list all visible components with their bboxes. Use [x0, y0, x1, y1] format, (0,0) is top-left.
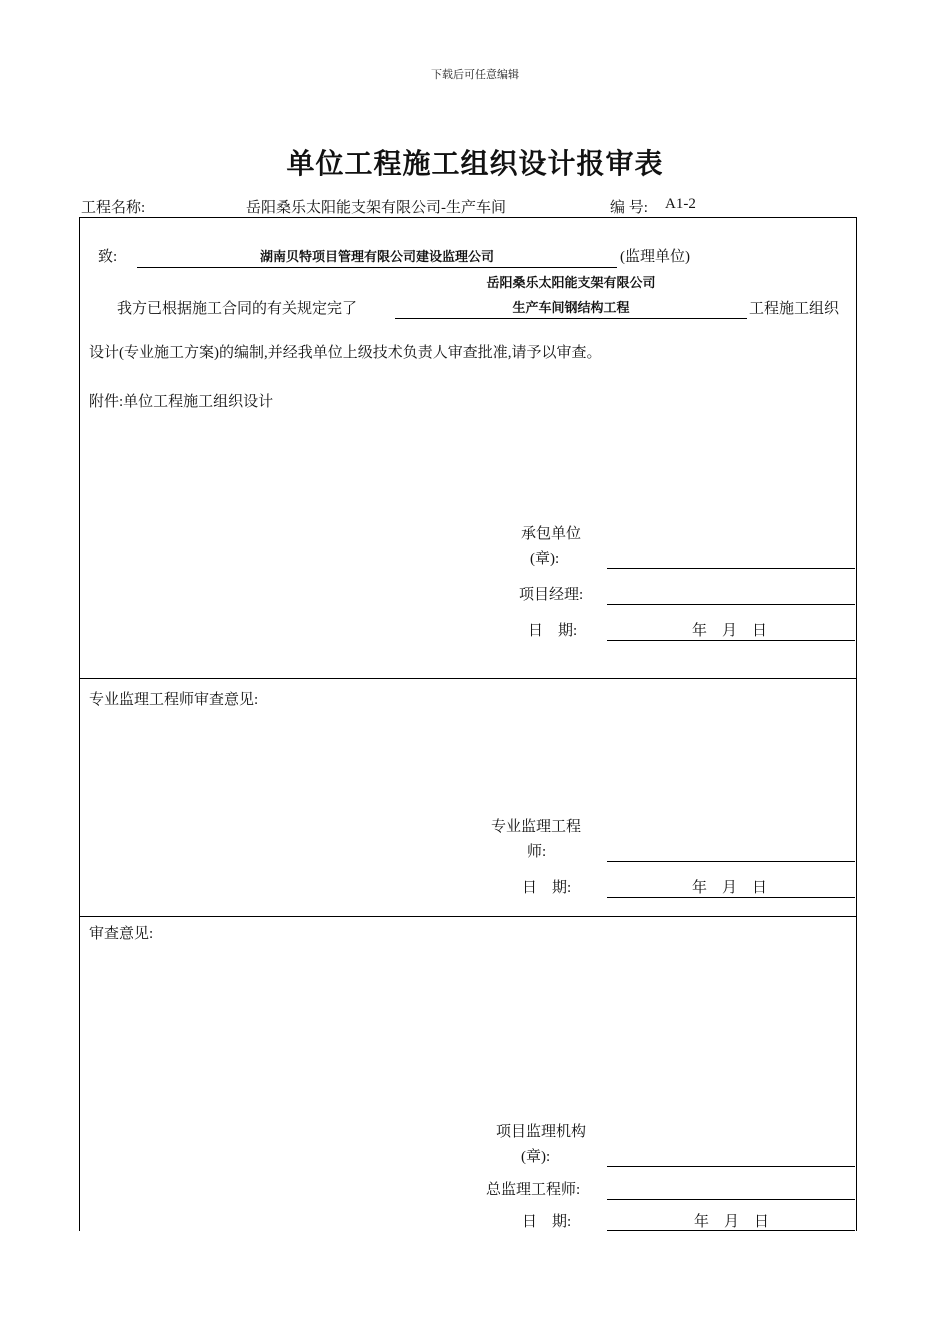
- to-underline: [137, 267, 617, 268]
- date-line: [607, 1230, 855, 1231]
- contractor-label: 承包单位: [521, 526, 582, 542]
- chief-engineer-label: 总监理工程师:: [486, 1182, 581, 1198]
- engineer-opinion-heading: 专业监理工程师审查意见:: [89, 692, 259, 708]
- project-name-label: 工程名称:: [81, 200, 146, 216]
- form-frame: [79, 217, 857, 1231]
- engineer-label: 专业监理工程: [491, 819, 582, 835]
- review-opinion-heading: 审查意见:: [89, 926, 154, 942]
- project-name-value: 岳阳桑乐太阳能支架有限公司-生产车间: [246, 200, 506, 216]
- to-suffix: (监理单位): [620, 249, 690, 265]
- supervision-org-label: 项目监理机构: [496, 1124, 587, 1140]
- project-line-2: 生产车间钢结构工程: [512, 301, 630, 316]
- date-value: 年 月 日: [694, 1214, 770, 1230]
- contractor-seal-label: (章):: [530, 551, 560, 567]
- to-value: 湖南贝特项目管理有限公司建设监理公司: [259, 250, 494, 265]
- chief-signature-line: [607, 1199, 855, 1200]
- page-title: 单位工程施工组织设计报审表: [286, 147, 664, 180]
- date-label: 日 期:: [522, 880, 572, 896]
- engineer-signature-line: [607, 861, 855, 862]
- to-label: 致:: [98, 249, 118, 265]
- date-line: [607, 640, 855, 641]
- project-number-label: 编 号:: [610, 200, 648, 216]
- org-signature-line: [607, 1166, 855, 1167]
- project-line-1: 岳阳桑乐太阳能支架有限公司: [486, 276, 656, 291]
- date-label: 日 期:: [528, 623, 578, 639]
- body-suffix: 工程施工组织: [749, 301, 840, 317]
- manager-signature-line: [607, 604, 855, 605]
- date-label: 日 期:: [522, 1214, 572, 1230]
- body-line-2: 设计(专业施工方案)的编制,并经我单位上级技术负责人审查批准,请予以审查。: [89, 345, 602, 361]
- supervision-org-seal-label: (章):: [521, 1149, 551, 1165]
- date-value: 年 月 日: [692, 880, 768, 896]
- engineer-label-suffix: 师:: [527, 844, 547, 860]
- project-number-value: A1-2: [665, 196, 696, 212]
- header-note: 下载后可任意编辑: [431, 69, 519, 81]
- project-underline: [395, 318, 747, 319]
- contractor-signature-line: [607, 568, 855, 569]
- date-value: 年 月 日: [692, 623, 768, 639]
- section-divider: [79, 678, 856, 679]
- date-line: [607, 897, 855, 898]
- attachment: 附件:单位工程施工组织设计: [89, 394, 274, 410]
- manager-label: 项目经理:: [519, 587, 584, 603]
- section-divider: [79, 916, 856, 917]
- body-prefix: 我方已根据施工合同的有关规定完了: [117, 301, 358, 317]
